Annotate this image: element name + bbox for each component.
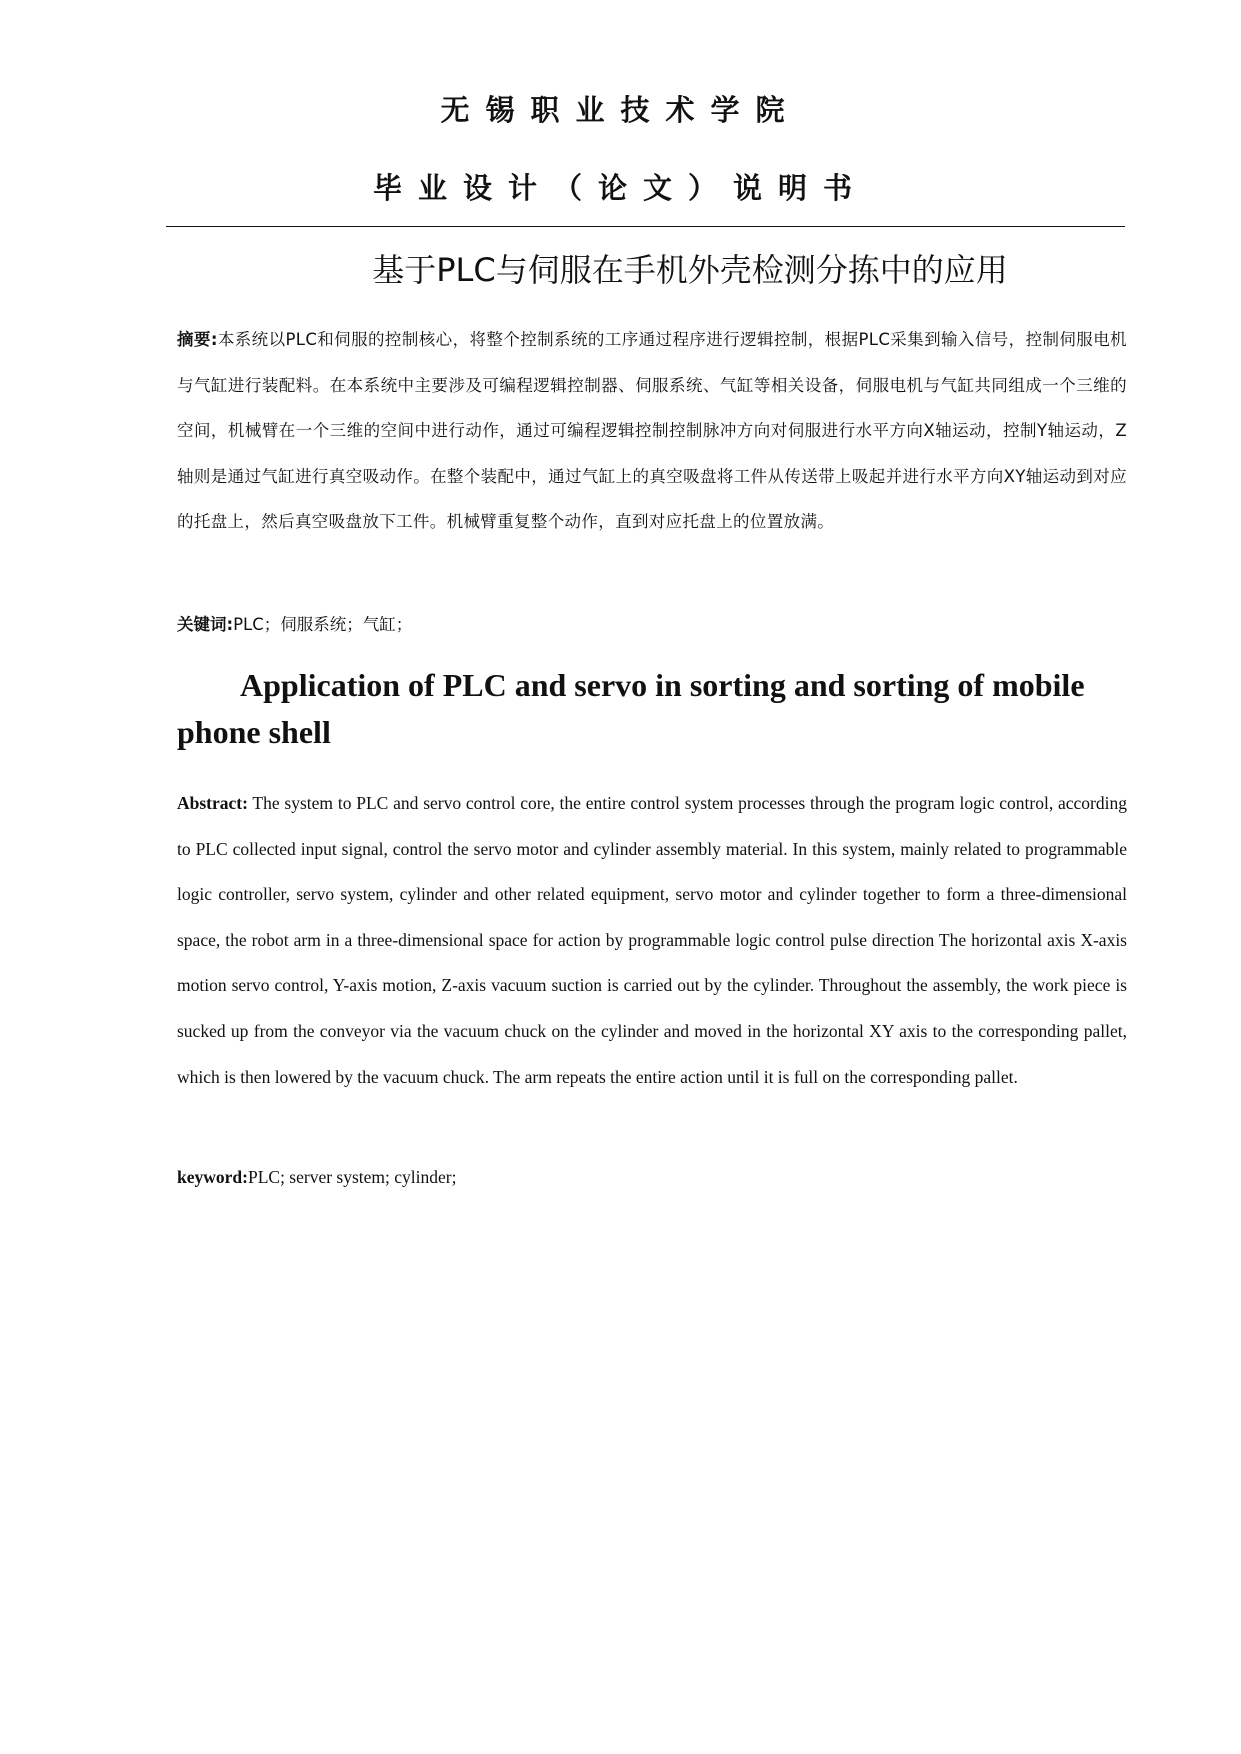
school-name: 无锡职业技术学院 <box>440 93 801 127</box>
chinese-abstract-label: 摘要: <box>177 330 218 349</box>
english-abstract-text: The system to PLC and servo control core, the entire control system processes through the program logic control, according to PLC collected input signal, control the servo motor and cylinder assembly material. In this system, mainly related to programmable logic controller, servo system, cylinder and other related equipment, servo motor and cylinder together to form a three-dimensional space, the robot arm in a three-dimensional space for action by programmable logic control pulse direction The horizontal axis X-axis motion servo control, Y-axis motion, Z-axis vacuum suction is carried out by the cylinder. Throughout the assembly, the work piece is sucked up from the conveyor via the vacuum chuck on the cylinder and moved in the horizontal XY axis to the corresponding pallet, which is then lowered by the vacuum chuck. The arm repeats the entire action until it is full on the corresponding pallet. <box>177 793 1127 1087</box>
english-keywords <box>177 1162 1127 1192</box>
chinese-keywords <box>177 610 1127 640</box>
english-title: Application of PLC and servo in sorting and sorting of mobile phone shell <box>177 667 1085 750</box>
chinese-abstract <box>177 317 1127 545</box>
document-type: 毕业设计（论文）说明书 <box>372 171 868 205</box>
header-divider <box>166 226 1125 227</box>
english-keywords-label: keyword: <box>177 1167 248 1187</box>
chinese-keywords-text: PLC；伺服系统；气缸； <box>233 615 413 634</box>
chinese-title: 基于PLC与伺服在手机外壳检测分拣中的应用 <box>372 251 1008 289</box>
english-abstract-label: Abstract: <box>177 793 248 813</box>
english-keywords-text: PLC; server system; cylinder; <box>247 1167 457 1187</box>
english-abstract <box>177 781 1127 1100</box>
chinese-abstract-text: 本系统以PLC和伺服的控制核心，将整个控制系统的工序通过程序进行逻辑控制，根据PLC采集到输入信号，控制伺服电机与气缸进行装配料。在本系统中主要涉及可编程逻辑控制器、伺服系统、气缸等相关设备，伺服电机与气缸共同组成一个三维的空间，机械臂在一个三维的空间中进行动作，通过可编程逻辑控制控制脉冲方向对伺服进行水平方向X轴运动，控制Y轴运动，Z轴则是通过气缸进行真空吸动作。在整个装配中，通过气缸上的真空吸盘将工件从传送带上吸起并进行水平方向XY轴运动到对应的托盘上，然后真空吸盘放下工件。机械臂重复整个动作，直到对应托盘上的位置放满。 <box>177 330 1127 532</box>
chinese-keywords-label: 关键词: <box>177 615 234 634</box>
